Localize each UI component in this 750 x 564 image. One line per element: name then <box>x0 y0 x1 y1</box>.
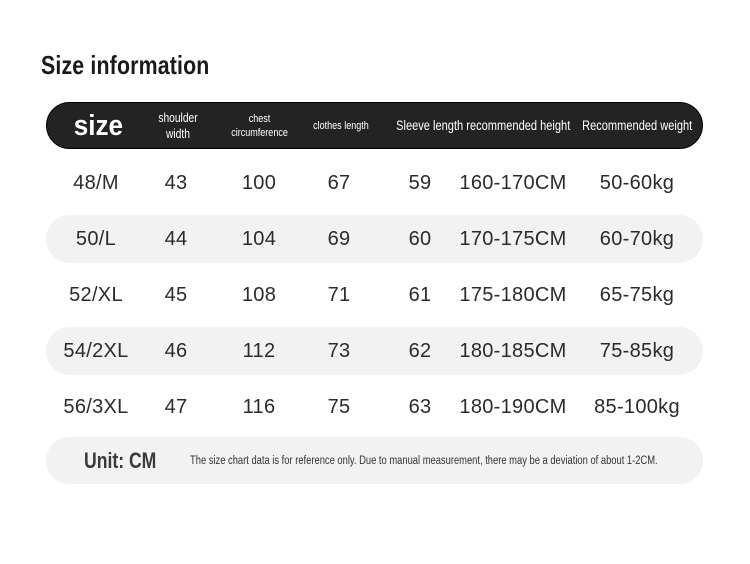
unit-label: Unit: CM <box>84 447 157 473</box>
cell-sleeve: 60 <box>408 227 432 250</box>
table-row <box>46 159 703 207</box>
cell-length: 71 <box>327 283 351 306</box>
cell-chest: 100 <box>241 171 277 194</box>
cell-shoulder: 46 <box>164 339 188 362</box>
table-header <box>46 102 703 149</box>
cell-shoulder: 43 <box>164 171 188 194</box>
header-clothes-length: clothes length <box>313 119 369 132</box>
cell-shoulder: 45 <box>164 283 188 306</box>
cell-height: 180-185CM <box>459 339 567 362</box>
table-row <box>46 327 703 375</box>
cell-weight: 85-100kg <box>594 395 680 418</box>
cell-size: 48/M <box>73 171 119 194</box>
cell-weight: 65-75kg <box>599 283 675 306</box>
cell-size: 50/L <box>75 227 117 250</box>
page-title: Size information <box>41 50 210 80</box>
reference-note: The size chart data is for reference only. Due to manual measurement, there may be a deviation of about 1-2CM. <box>190 454 658 467</box>
cell-length: 73 <box>327 339 351 362</box>
cell-chest: 116 <box>242 395 276 418</box>
cell-length: 69 <box>327 227 351 250</box>
cell-sleeve: 62 <box>408 339 432 362</box>
cell-size: 56/3XL <box>63 395 129 418</box>
cell-shoulder: 47 <box>164 395 188 418</box>
cell-chest: 112 <box>242 339 276 362</box>
cell-size: 52/XL <box>69 283 123 306</box>
cell-chest: 108 <box>241 283 277 306</box>
cell-shoulder: 44 <box>164 227 188 250</box>
header-sleeve-length-recommended-height: Sleeve length recommended height <box>395 118 571 134</box>
cell-weight: 50-60kg <box>599 171 675 194</box>
table-row <box>46 271 703 319</box>
cell-height: 175-180CM <box>459 283 567 306</box>
cell-height: 180-190CM <box>459 395 567 418</box>
cell-weight: 75-85kg <box>599 339 675 362</box>
cell-chest: 104 <box>241 227 277 250</box>
header-size: size <box>73 110 123 143</box>
table-row <box>46 383 703 431</box>
cell-length: 67 <box>327 171 351 194</box>
header-chest-circumference: chest circumference <box>231 112 289 139</box>
cell-sleeve: 61 <box>408 283 432 306</box>
table-footer <box>46 437 703 484</box>
table-row <box>46 215 703 263</box>
header-recommended-weight: Recommended weight <box>581 118 693 134</box>
cell-sleeve: 59 <box>408 171 432 194</box>
cell-weight: 60-70kg <box>599 227 675 250</box>
cell-height: 160-170CM <box>459 171 567 194</box>
cell-length: 75 <box>327 395 351 418</box>
cell-size: 54/2XL <box>63 339 129 362</box>
cell-height: 170-175CM <box>459 227 567 250</box>
header-shoulder-width: shoulder width <box>158 110 198 141</box>
cell-sleeve: 63 <box>408 395 432 418</box>
